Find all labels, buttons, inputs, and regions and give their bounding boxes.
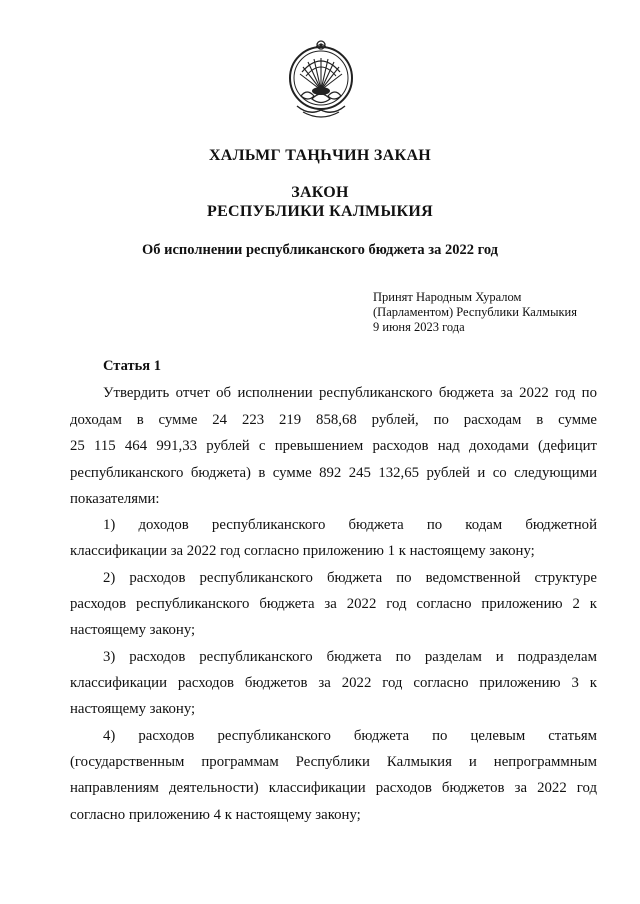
list-item-3: 3) расходов республиканского бюджета по разделам и подразделам (103, 649, 597, 665)
article-line: Утвердить отчет об исполнении республиканского бюджета за 2022 год по (103, 385, 597, 401)
kalmykia-emblem-icon (287, 36, 355, 124)
list-item-4-cont: направлениям деятельности) классификации расходов бюджетов за 2022 год (70, 780, 597, 796)
article-line: 25 115 464 991,33 рублей с превышением расходов над доходами (дефицит (70, 438, 597, 454)
list-item-2-cont: настоящему закону; (70, 622, 196, 638)
adopted-line-2: (Парламентом) Республики Калмыкия (373, 305, 577, 319)
list-item-4: 4) расходов республиканского бюджета по целевым статьям (103, 728, 597, 744)
list-item-3-cont: классификации расходов бюджетов за 2022 год согласно приложению 3 к (70, 675, 597, 691)
list-item-1: 1) доходов республиканского бюджета по кодам бюджетной (103, 517, 597, 533)
article-line: показателями: (70, 491, 160, 507)
article-heading: Статья 1 (103, 358, 161, 374)
law-subject: Об исполнении республиканского бюджета за 2022 год (141, 242, 499, 258)
law-title-line1: ЗАКОН (291, 184, 349, 201)
adopted-line-1: Принят Народным Хуралом (373, 290, 522, 304)
list-item-3-cont: настоящему закону; (70, 701, 196, 717)
list-item-4-cont: (государственным программам Республики Калмыкия и непрограммным (70, 754, 597, 770)
law-title-line2: РЕСПУБЛИКИ КАЛМЫКИЯ (207, 203, 433, 220)
list-item-1-cont: классификации за 2022 год согласно приложению 1 к настоящему закону; (70, 543, 535, 559)
kalmyk-law-title: ХАЛЬМГ ТАҢҺЧИН ЗАКАН (208, 147, 432, 164)
list-item-2: 2) расходов республиканского бюджета по ведомственной структуре (103, 570, 597, 586)
list-item-2-cont: расходов республиканского бюджета за 2022 год согласно приложению 2 к (70, 596, 597, 612)
list-item-4-cont: согласно приложению 4 к настоящему закону; (70, 807, 361, 823)
article-line: республиканского бюджета) в сумме 892 245 132,65 рублей и со следующими (70, 465, 597, 481)
article-line: доходам в сумме 24 223 219 858,68 рублей, по расходам в сумме (70, 412, 597, 428)
adopted-date: 9 июня 2023 года (373, 320, 465, 334)
